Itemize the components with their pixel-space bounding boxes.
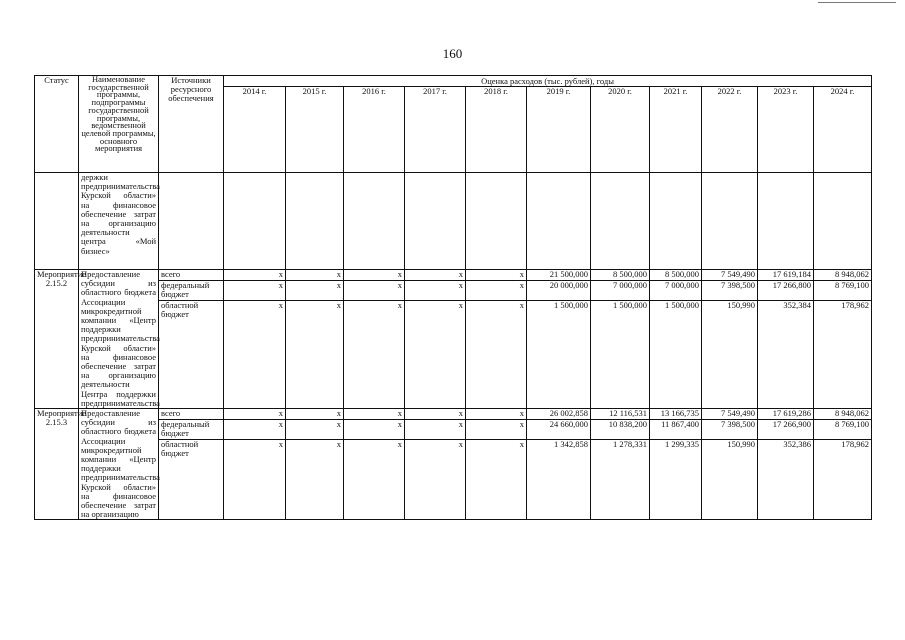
header-year: 2017 г. bbox=[405, 87, 466, 173]
value-cell: 1 299,335 bbox=[650, 440, 702, 520]
value-cell: x bbox=[224, 270, 286, 281]
value-cell: x bbox=[286, 409, 344, 420]
value-cell: 1 500,000 bbox=[650, 301, 702, 409]
value-cell: x bbox=[344, 420, 405, 440]
header-year: 2021 г. bbox=[650, 87, 702, 173]
value-cell: 1 500,000 bbox=[591, 301, 650, 409]
value-cell: x bbox=[344, 409, 405, 420]
budget-row-regional bbox=[35, 440, 872, 520]
value-cell: 20 000,000 bbox=[527, 281, 591, 301]
header-sources: Источники ресурсного обеспечения bbox=[159, 76, 224, 173]
value-cell: 17 266,800 bbox=[758, 281, 814, 301]
value-cell: x bbox=[286, 420, 344, 440]
header-name: Наименование государственной программы, подпрограммы государственной программы, ведомственной целевой программы, основного мероприятия bbox=[79, 76, 159, 173]
header-year: 2015 г. bbox=[286, 87, 344, 173]
value-cell: x bbox=[344, 440, 405, 520]
value-cell: x bbox=[405, 301, 466, 409]
budget-row-regional bbox=[35, 301, 872, 409]
value-cell: 1 500,000 bbox=[527, 301, 591, 409]
budget-row-total bbox=[35, 409, 872, 420]
value-cell: 178,962 bbox=[814, 440, 872, 520]
value-cell: x bbox=[405, 420, 466, 440]
header-year: 2022 г. bbox=[702, 87, 758, 173]
continuation-row bbox=[35, 173, 872, 270]
value-cell: 7 000,000 bbox=[591, 281, 650, 301]
value-cell: 8 948,062 bbox=[814, 270, 872, 281]
value-cell: x bbox=[224, 301, 286, 409]
value-cell: 17 619,184 bbox=[758, 270, 814, 281]
value-cell: 8 500,000 bbox=[591, 270, 650, 281]
value-cell: x bbox=[224, 440, 286, 520]
value-cell: x bbox=[344, 281, 405, 301]
header-year: 2014 г. bbox=[224, 87, 286, 173]
budget-row-federal bbox=[35, 420, 872, 440]
measure-name: Предоставление субсидии из областного бюджета Ассоциации микрокредитной компании «Центр поддержки предпринимательства Курской области» на финансовое обеспечение затрат на организацию деятельности Центра поддержки предпринимательства bbox=[79, 270, 159, 409]
value-cell: 178,962 bbox=[814, 301, 872, 409]
value-cell: 352,386 bbox=[758, 440, 814, 520]
value-cell: x bbox=[405, 281, 466, 301]
value-cell: 17 619,286 bbox=[758, 409, 814, 420]
value-cell: x bbox=[224, 281, 286, 301]
value-cell: 7 000,000 bbox=[650, 281, 702, 301]
value-cell: x bbox=[405, 409, 466, 420]
value-cell: 17 266,900 bbox=[758, 420, 814, 440]
value-cell: 8 769,100 bbox=[814, 420, 872, 440]
value-cell: x bbox=[405, 440, 466, 520]
value-cell: 7 398,500 bbox=[702, 420, 758, 440]
value-cell: x bbox=[466, 281, 527, 301]
value-cell: x bbox=[344, 270, 405, 281]
value-cell: x bbox=[286, 270, 344, 281]
status-cell bbox=[35, 173, 79, 270]
value-cell: x bbox=[466, 440, 527, 520]
funding-source: всего bbox=[159, 270, 224, 281]
value-cell: 12 116,531 bbox=[591, 409, 650, 420]
header-estimate: Оценка расходов (тыс. рублей), годы bbox=[224, 76, 872, 87]
top-rule bbox=[818, 2, 896, 3]
value-cell: 8 500,000 bbox=[650, 270, 702, 281]
funding-source: областной бюджет bbox=[159, 301, 224, 409]
funding-source: федеральный бюджет bbox=[159, 420, 224, 440]
measure-name: держки предпринимательства Курской области» на финансовое обеспечение затрат на организацию деятельности центра «Мой бизнес» bbox=[79, 173, 159, 270]
page-number: 160 bbox=[442, 46, 463, 61]
header-year: 2023 г. bbox=[758, 87, 814, 173]
measure-status: Мероприятие 2.15.2 bbox=[35, 270, 79, 409]
header-year: 2019 г. bbox=[527, 87, 591, 173]
value-cell: 7 398,500 bbox=[702, 281, 758, 301]
value-cell: x bbox=[286, 301, 344, 409]
value-cell: 8 948,062 bbox=[814, 409, 872, 420]
measure-name: Предоставление субсидии из областного бюджета Ассоциации микрокредитной компании «Центр поддержки предпринимательства Курской области» на финансовое обеспечение затрат на организацию bbox=[79, 409, 159, 520]
value-cell: x bbox=[344, 301, 405, 409]
header-status: Статус bbox=[35, 76, 79, 173]
value-cell: x bbox=[224, 409, 286, 420]
value-cell: 11 867,400 bbox=[650, 420, 702, 440]
value-cell: 352,384 bbox=[758, 301, 814, 409]
value-cell: 150,990 bbox=[702, 440, 758, 520]
header-year: 2020 г. bbox=[591, 87, 650, 173]
value-cell: 150,990 bbox=[702, 301, 758, 409]
header-year: 2016 г. bbox=[344, 87, 405, 173]
value-cell: 8 769,100 bbox=[814, 281, 872, 301]
header-year: 2024 г. bbox=[814, 87, 872, 173]
funding-source: федеральный бюджет bbox=[159, 281, 224, 301]
funding-source: областной бюджет bbox=[159, 440, 224, 520]
header-year: 2018 г. bbox=[466, 87, 527, 173]
value-cell: x bbox=[466, 420, 527, 440]
value-cell: x bbox=[405, 270, 466, 281]
value-cell: 26 002,858 bbox=[527, 409, 591, 420]
funding-source: всего bbox=[159, 409, 224, 420]
value-cell: 24 660,000 bbox=[527, 420, 591, 440]
value-cell: x bbox=[466, 301, 527, 409]
value-cell: 7 549,490 bbox=[702, 270, 758, 281]
value-cell: 10 838,200 bbox=[591, 420, 650, 440]
value-cell: x bbox=[286, 281, 344, 301]
value-cell: 13 166,735 bbox=[650, 409, 702, 420]
value-cell: 1 342,858 bbox=[527, 440, 591, 520]
value-cell: 21 500,000 bbox=[527, 270, 591, 281]
value-cell: x bbox=[466, 409, 527, 420]
value-cell: x bbox=[466, 270, 527, 281]
value-cell: x bbox=[286, 440, 344, 520]
value-cell: 7 549,490 bbox=[702, 409, 758, 420]
value-cell: x bbox=[224, 420, 286, 440]
value-cell: 1 278,331 bbox=[591, 440, 650, 520]
measure-status: Мероприятие 2.15.3 bbox=[35, 409, 79, 520]
budget-table bbox=[34, 75, 872, 520]
budget-row-federal bbox=[35, 281, 872, 301]
budget-row-total bbox=[35, 270, 872, 281]
